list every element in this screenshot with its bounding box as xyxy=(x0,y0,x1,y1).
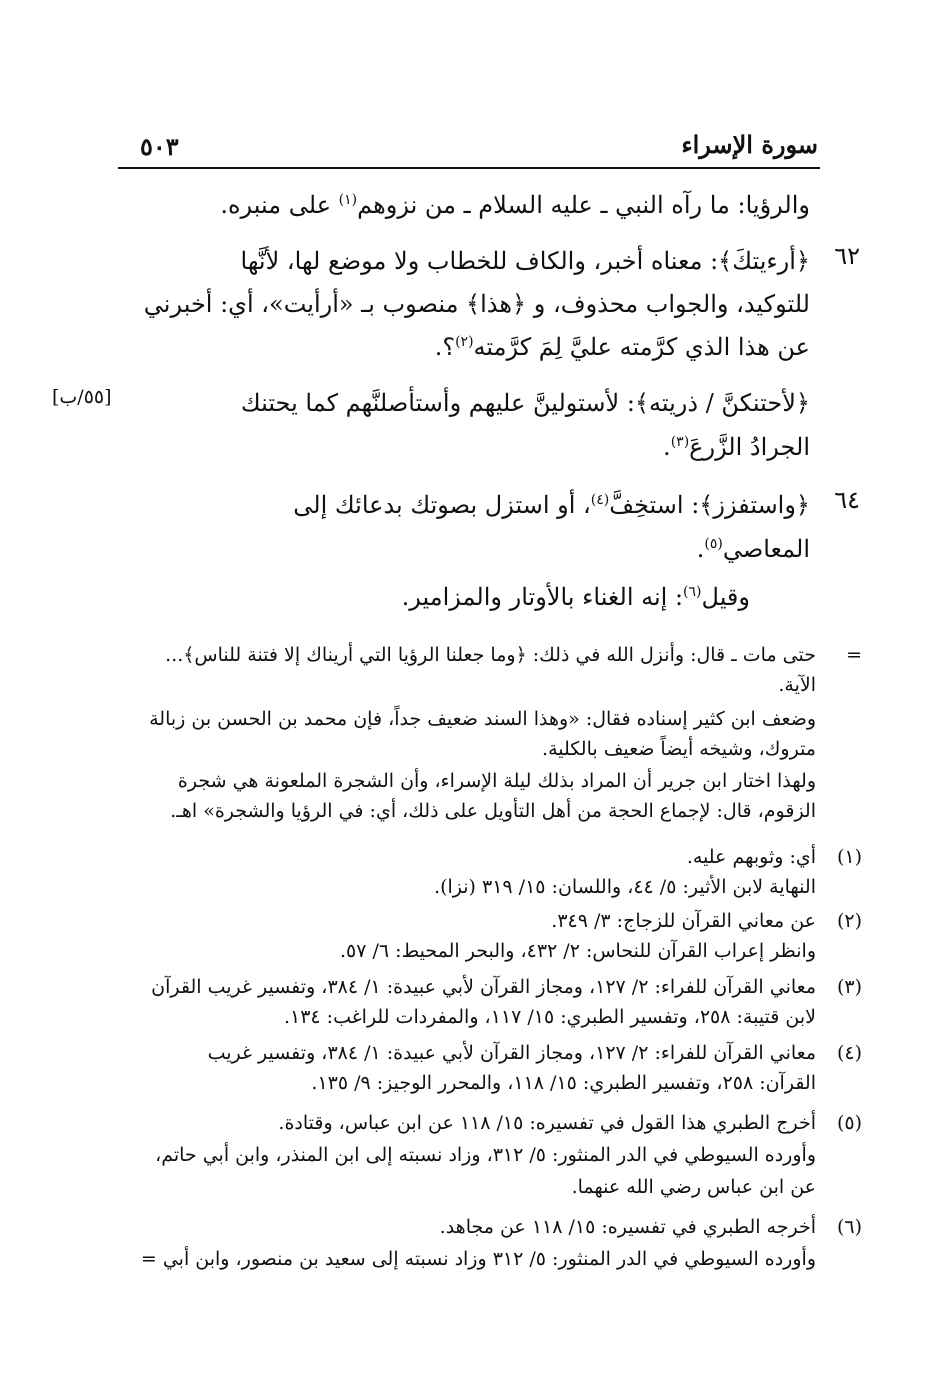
text: ﴿واستفزز﴾: استخِفَّ xyxy=(609,491,810,519)
footnote-line: وأورده السيوطي في الدر المنثور: ٥/ ٣١٢ وزاد نسبته إلى سعيد بن منصور، وابن أبي = xyxy=(140,1248,816,1270)
footnote-line: أي: وثوبهم عليه. xyxy=(686,846,816,868)
text: والرؤيا: ما رآه النبي ـ عليه السلام ـ من نزوهم xyxy=(357,191,810,219)
text: على منبره. xyxy=(220,191,339,219)
line xyxy=(402,576,750,618)
line: للتوكيد، والجواب محذوف، و ﴿هذا﴾ منصوب بـ «أرأيت»، أي: أخبرني xyxy=(143,290,810,318)
text: وقيل xyxy=(701,583,750,611)
footnote-number: (١) xyxy=(836,846,862,868)
footnote-line: حتى مات ـ قال: وأنزل الله في ذلك: ﴿وما جعلنا الرؤيا التي أريناك إلا فتنة للناس﴾... xyxy=(165,644,816,666)
line xyxy=(435,326,810,368)
footnote-ref: (٢) xyxy=(455,334,474,350)
line xyxy=(663,426,810,468)
line: ﴿لأحتنكنَّ / ذريته﴾: لأستولينَّ عليهم وأستأصلنَّهم كما يحتنك xyxy=(240,389,810,417)
continuation-mark: = xyxy=(846,644,862,666)
surah-title: سورة الإسراء xyxy=(681,130,818,159)
manuscript-folio-mark: [٥٥/ب] xyxy=(52,386,112,408)
text: ؟. xyxy=(434,333,456,361)
text: عن هذا الذي كرَّمته عليَّ لِمَ كرَّمته xyxy=(473,333,810,361)
text: ، أو استزل بصوتك بدعائك إلى xyxy=(293,491,591,519)
footnote-line: أخرجه الطبري في تفسيره: ١٥/ ١١٨ عن مجاهد. xyxy=(439,1216,816,1238)
footnote-line: وأورده السيوطي في الدر المنثور: ٥/ ٣١٢، وزاد نسبته إلى ابن المنذر، وابن أبي حاتم، xyxy=(155,1144,816,1166)
footnote-ref: (١) xyxy=(338,192,358,208)
footnote-number: (٢) xyxy=(836,910,862,932)
footnote-line: ولهذا اختار ابن جرير أن المراد بذلك ليلة الإسراء، وأن الشجرة الملعونة هي شجرة xyxy=(177,770,816,792)
footnote-line: القرآن: ٢٥٨، وتفسير الطبري: ١٥/ ١١٨، والمحرر الوجيز: ٩/ ١٣٥. xyxy=(311,1072,816,1094)
text: . xyxy=(696,535,705,563)
footnote-ref: (٤) xyxy=(590,492,610,508)
footnote-line: وضعف ابن كثير إسناده فقال: «وهذا السند ضعيف جداً، فإن محمد بن الحسن بن زبالة xyxy=(149,708,816,730)
footnote-line: عن ابن عباس رضي الله عنهما. xyxy=(571,1176,816,1198)
text: الجرادُ الزَّرعَ xyxy=(689,433,810,461)
line xyxy=(293,484,810,526)
footnote-line: وانظر إعراب القرآن للنحاس: ٢/ ٤٣٢، والبحر المحيط: ٦/ ٥٧. xyxy=(340,940,816,962)
page-number: ٥٠٣ xyxy=(140,132,179,161)
footnote-line: النهاية لابن الأثير: ٥/ ٤٤، واللسان: ١٥/ ٣١٩ (نزا). xyxy=(434,876,816,898)
footnote-line: الزقوم، قال: لإجماع الحجة من أهل التأويل على ذلك، أي: في الرؤيا والشجرة» اهـ. xyxy=(170,800,816,822)
footnote-line: معاني القرآن للفراء: ٢/ ١٢٧، ومجاز القرآن لأبي عبيدة: ١/ ٣٨٤، وتفسير غريب القرآن xyxy=(151,976,816,998)
footnote-ref: (٣) xyxy=(670,434,690,450)
footnote-line: معاني القرآن للفراء: ٢/ ١٢٧، ومجاز القرآن لأبي عبيدة: ١/ ٣٨٤، وتفسير غريب xyxy=(207,1042,816,1064)
verse-number: ٦٤ xyxy=(834,486,860,514)
footnote-line: الآية. xyxy=(778,674,816,696)
header-rule xyxy=(118,167,820,169)
line: ﴿أرءيتكَ﴾: معناه أخبر، والكاف للخطاب ولا موضع لها، لأنَّها xyxy=(240,247,810,275)
footnote-number: (٤) xyxy=(836,1042,862,1064)
running-header xyxy=(118,130,818,170)
footnote-ref: (٦) xyxy=(683,584,702,600)
footnote-number: (٥) xyxy=(836,1112,862,1134)
verse-number: ٦٢ xyxy=(834,242,860,270)
footnote-ref: (٥) xyxy=(704,536,723,552)
footnote-line: لابن قتيبة: ٢٥٨، وتفسير الطبري: ١٥/ ١١٧، والمفردات للراغب: ١٣٤. xyxy=(283,1006,816,1028)
text: المعاصي xyxy=(722,535,810,563)
footnote-number: (٣) xyxy=(836,976,862,998)
text: . xyxy=(663,433,671,461)
paragraph-ruya xyxy=(220,184,810,226)
footnote-line: أخرج الطبري هذا القول في تفسيره: ١٥/ ١١٨ عن ابن عباس، وقتادة. xyxy=(278,1112,816,1134)
text: : إنه الغناء بالأوتار والمزامير. xyxy=(401,583,684,611)
footnote-number: (٦) xyxy=(836,1216,862,1238)
footnote-line: عن معاني القرآن للزجاج: ٣/ ٣٤٩. xyxy=(551,910,816,932)
line xyxy=(697,528,810,570)
footnote-line: متروك، وشيخه أيضاً ضعيف بالكلية. xyxy=(542,738,816,760)
